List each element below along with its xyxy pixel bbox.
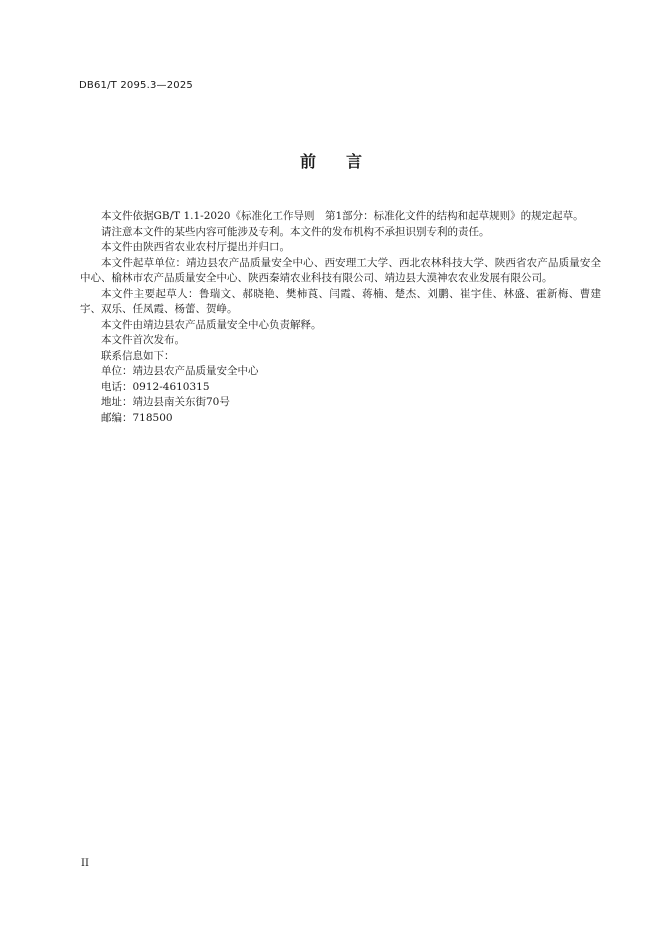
- paragraph-first-release: 本文件首次发布。: [101, 334, 185, 346]
- paragraph-patent-notice: 请注意本文件的某些内容可能涉及专利。本文件的发布机构不承担识别专利的责任。: [101, 225, 490, 238]
- paragraph-basis: 本文件依据GB/T 1.1-2020《标准化工作导则 第1部分：标准化文件的结构和起草规则》的规定起草。: [101, 210, 584, 222]
- contact-unit: 单位：靖边县农产品质量安全中心: [101, 365, 259, 377]
- document-body: [80, 209, 601, 426]
- page-title: 前言: [299, 152, 392, 171]
- contact-postcode: 邮编：718500: [101, 411, 173, 424]
- paragraph-contact-heading: 联系信息如下：: [101, 349, 175, 362]
- paragraph-interpretation: 本文件由靖边县农产品质量安全中心负责解释。: [101, 318, 322, 331]
- paragraph-proposer: 本文件由陕西省农业农村厅提出并归口。: [101, 241, 290, 253]
- contact-phone: 电话：0912-4610315: [101, 380, 210, 393]
- contact-address: 地址：靖边县南关东街70号: [101, 396, 230, 408]
- page-number: II: [81, 858, 89, 869]
- paragraph-drafting-units: 本文件起草单位：靖边县农产品质量安全中心、西安理工大学、西北农林科技大学、陕西省农产品质量安全中心、榆林市农产品质量安全中心、陕西秦靖农业科技有限公司、靖边县大漠神农农业发展有限公司。: [80, 256, 601, 284]
- document-code: DB61/T 2095.3—2025: [79, 80, 193, 91]
- paragraph-drafters: 本文件主要起草人：鲁瑞文、郝晓艳、樊柿莨、闫霞、蒋楠、楚杰、刘鹏、崔宇佳、林盛、霍新梅、曹建宇、双乐、任凤霞、杨蕾、贺峥。: [80, 287, 601, 315]
